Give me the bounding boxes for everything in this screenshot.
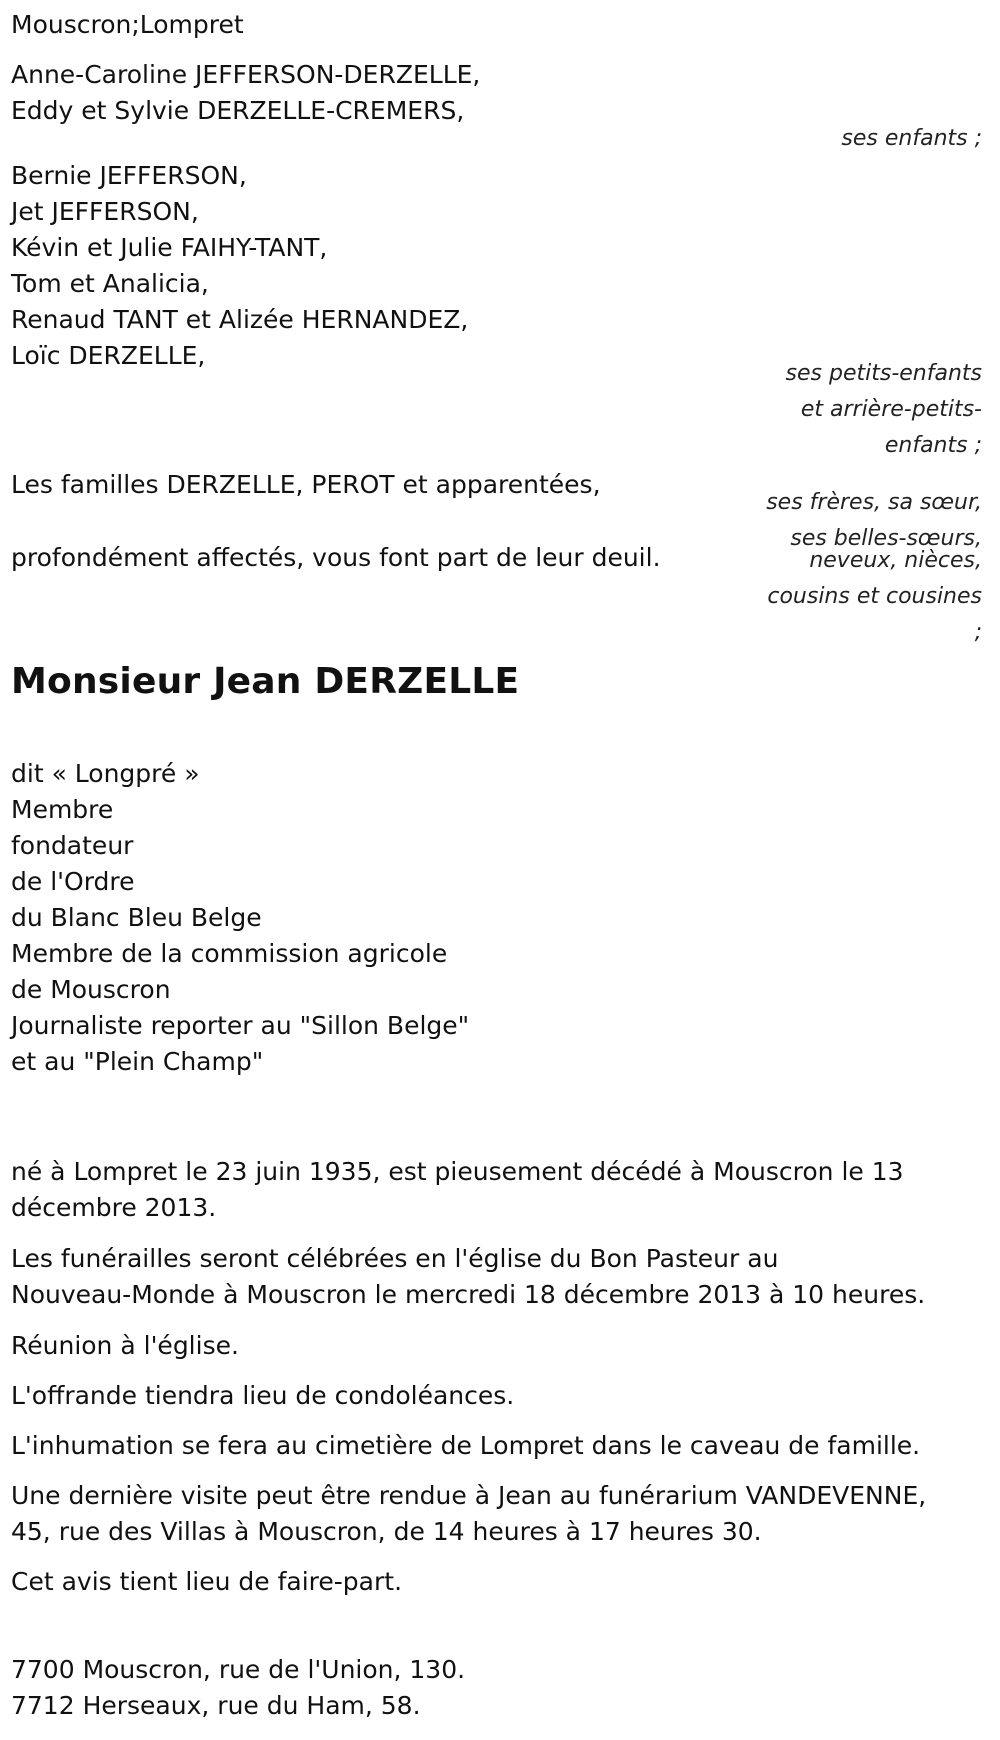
funeral-line: Les funérailles seront célébrées en l'église du Bon Pasteur au [11, 1244, 779, 1273]
relation-label-siblings: ; [974, 620, 982, 645]
deceased-name: Monsieur Jean DERZELLE [11, 661, 520, 702]
family-member-line: Les familles DERZELLE, PEROT et apparentées, [11, 470, 601, 499]
deceased-title-line: dit « Longpré » [11, 759, 200, 788]
family-member-line: Loïc DERZELLE, [11, 341, 206, 370]
relation-label-grandchildren: ses petits-enfants [785, 361, 982, 386]
relation-label-siblings: cousins et cousines [767, 584, 982, 609]
deceased-title-line: Membre [11, 795, 114, 824]
announcement-line: profondément affectés, vous font part de leur deuil. [11, 543, 661, 572]
address-line: 7700 Mouscron, rue de l'Union, 130. [11, 1655, 466, 1684]
birth-death-line: né à Lompret le 23 juin 1935, est pieusement décédé à Mouscron le 13 [11, 1157, 904, 1186]
location-header: Mouscron;Lompret [11, 10, 244, 39]
funeral-line: Nouveau-Monde à Mouscron le mercredi 18 décembre 2013 à 10 heures. [11, 1280, 926, 1309]
relation-label-grandchildren: et arrière-petits- [800, 397, 982, 422]
deceased-title-line: fondateur [11, 831, 134, 860]
offering-line: L'offrande tiendra lieu de condoléances. [11, 1381, 515, 1410]
deceased-title-line: de l'Ordre [11, 867, 135, 896]
family-member-line: Jet JEFFERSON, [11, 197, 199, 226]
deceased-title-line: Journaliste reporter au "Sillon Belge" [11, 1011, 470, 1040]
family-member-line: Anne-Caroline JEFFERSON-DERZELLE, [11, 60, 481, 89]
relation-label-siblings: neveux, nièces, [809, 548, 982, 573]
notice-line: Cet avis tient lieu de faire-part. [11, 1567, 403, 1596]
visit-line: 45, rue des Villas à Mouscron, de 14 heures à 17 heures 30. [11, 1517, 762, 1546]
family-member-line: Tom et Analicia, [11, 269, 209, 298]
family-member-line: Bernie JEFFERSON, [11, 161, 247, 190]
deceased-title-line: et au "Plein Champ" [11, 1047, 264, 1076]
relation-label-siblings: ses belles-sœurs, [790, 526, 982, 551]
deceased-title-line: de Mouscron [11, 975, 171, 1004]
family-member-line: Renaud TANT et Alizée HERNANDEZ, [11, 305, 469, 334]
visit-line: Une dernière visite peut être rendue à Jean au funérarium VANDEVENNE, [11, 1481, 927, 1510]
family-member-line: Eddy et Sylvie DERZELLE-CREMERS, [11, 96, 465, 125]
relation-label-siblings: ses frères, sa sœur, [766, 490, 982, 515]
family-member-line: Kévin et Julie FAIHY-TANT, [11, 233, 328, 262]
birth-death-line: décembre 2013. [11, 1193, 217, 1222]
relation-label-grandchildren: enfants ; [884, 433, 982, 458]
address-line: 7712 Herseaux, rue du Ham, 58. [11, 1691, 421, 1720]
relation-label-children: ses enfants ; [841, 126, 982, 151]
meeting-line: Réunion à l'église. [11, 1331, 239, 1360]
deceased-title-line: du Blanc Bleu Belge [11, 903, 262, 932]
burial-line: L'inhumation se fera au cimetière de Lompret dans le caveau de famille. [11, 1431, 921, 1460]
deceased-title-line: Membre de la commission agricole [11, 939, 448, 968]
